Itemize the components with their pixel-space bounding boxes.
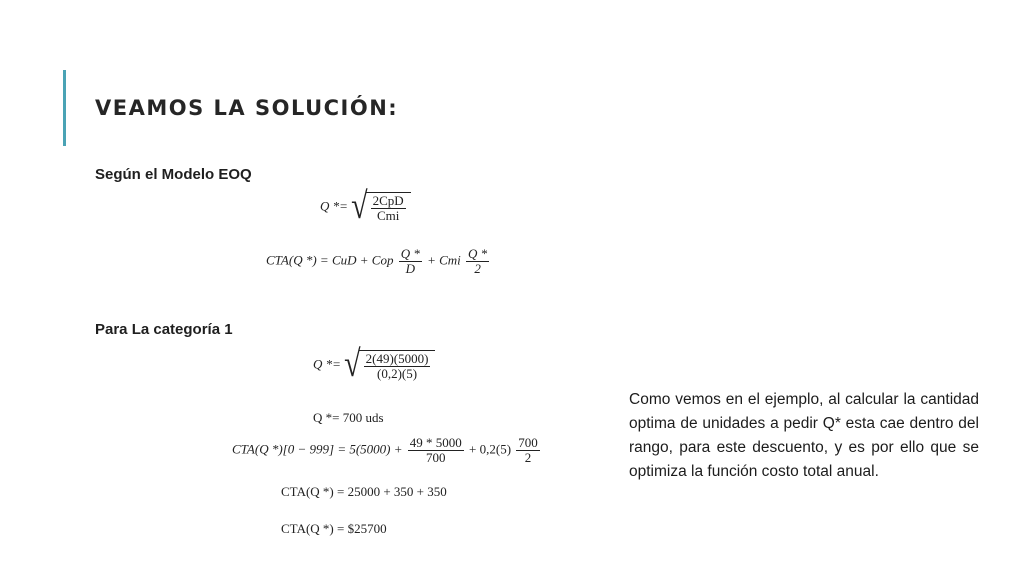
cat1-cta-f2-den: 2 (524, 450, 532, 465)
section-heading-category-1: Para La categoría 1 (95, 321, 233, 338)
cta-formula (266, 247, 491, 276)
cat1-q-result: Q *= 700 uds (313, 410, 384, 425)
eoq-formula (320, 185, 411, 227)
cat1-q-num: 2(49)(5000) (365, 351, 429, 366)
eoq-numerator: 2CpD (372, 193, 404, 208)
cat1-cta-mid: + 0,2(5) (469, 441, 512, 457)
cta-fraction-1 (399, 247, 422, 276)
cat1-q-formula (313, 343, 435, 385)
cat1-cta-formula (232, 436, 542, 465)
sqrt-symbol: √ $\frac{2(49)(5000)}{(0,2)(5)}$ (344, 350, 435, 381)
eoq-lhs: Q *= (320, 198, 348, 214)
eoq-denominator: Cmi (376, 208, 400, 223)
cat1-cta-sum: CTA(Q *) = 25000 + 350 + 350 (281, 484, 447, 499)
cat1-q-fraction (364, 352, 431, 381)
cat1-cta-total: CTA(Q *) = $25700 (281, 521, 387, 536)
sqrt-symbol: √ $\frac{\text{2CpD}}{\text{Cmi}}$ (351, 192, 411, 223)
cta-f1-den: D (405, 261, 415, 276)
cta-fraction-2 (466, 247, 489, 276)
cta-mid: + Cmi (427, 252, 461, 268)
cat1-cta-lhs: CTA(Q *)[0 − 999] = 5(5000) + (232, 441, 403, 457)
cat1-cta-fraction-2 (516, 436, 540, 465)
cta-f2-num: Q * (468, 246, 488, 261)
cta-lhs: CTA(Q *) = CuD + Cop (266, 252, 394, 268)
cat1-q-den: (0,2)(5) (377, 366, 418, 381)
eoq-fraction (371, 194, 406, 223)
accent-bar (63, 70, 66, 146)
explanation-paragraph: Como vemos en el ejemplo, al calcular la cantidad optima de unidades a pedir Q* esta cae dentro del rango, para este descuento, y es por ello que se optimiza la función costo total anual. (629, 391, 979, 480)
cat1-cta-f2-num: 700 (518, 435, 538, 450)
cat1-cta-fraction-1 (408, 436, 464, 465)
cat1-q-lhs: Q *= (313, 356, 341, 372)
cta-f1-num: Q * (400, 246, 420, 261)
cat1-cta-f1-den: 700 (426, 450, 446, 465)
cat1-cta-f1-num: 49 * 5000 (409, 435, 462, 450)
section-heading-eoq: Según el Modelo EOQ (95, 166, 252, 183)
cta-f2-den: 2 (474, 261, 481, 276)
slide-title: VEAMOS LA SOLUCIÓN: (95, 96, 399, 120)
